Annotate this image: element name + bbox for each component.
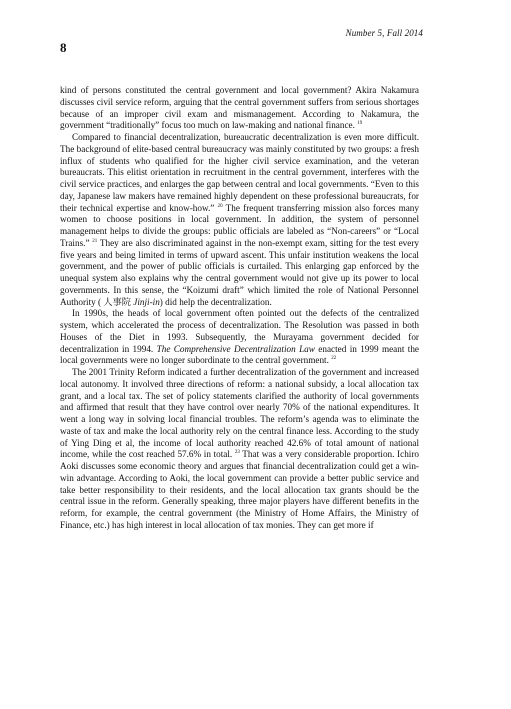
body-text <box>60 85 419 532</box>
footnote-marker: 21 <box>92 238 98 244</box>
text-run: kind of persons constituted the central government and local government? Akira Nakamura discusses civil service reform, arguing that the central government suffers from serious shortages because of an improper civil exam and mismanagement. According to Nakamura, the government “traditionally” focus too much on law-making and national finance. <box>60 85 419 131</box>
paragraph <box>60 367 419 532</box>
text-run: ) did help the decentralization. <box>159 296 272 307</box>
text-run: The frequent transferring mission also forces many women to choose positions in local government. In addition, the system of personnel management helps to divide the groups: public officials are labeled as “Non-careers” or “Local Trains.” <box>60 202 419 248</box>
text-run: In 1990s, the heads of local government often pointed out the defects of the centralized system, which accelerated the process of decentralization. The Resolution was passed in both Houses of the Diet in 1993. Subsequently, the Murayama government decided for decentralization in 1994. <box>60 308 419 354</box>
paragraph <box>60 85 419 132</box>
paragraph <box>60 132 419 308</box>
page-number: 8 <box>60 40 67 55</box>
text-run: That was a very considerable proportion. Ichiro Aoki discusses some economic theory and argues that financial decentralization could get a win-win advantage. According to Aoki, the local government can provide a better public service and take better responsibility to their residents, and the local allocation tax grants should be the central issue in the reform. Generally speaking, three major players have different benefits in the reform, for example, the central government (the Ministry of Home Affairs, the Ministry of Finance, etc.) has high interest in local allocation of tax monies. They can get more if <box>60 449 419 530</box>
footnote-marker: 19 <box>357 121 363 127</box>
text-run: enacted in 1999 meant the local governments were no longer subordinate to the central government. <box>60 343 420 366</box>
italic-text: Jinji-in <box>133 296 160 307</box>
footnote-marker: 23 <box>234 450 240 456</box>
italic-text: The Comprehensive Decentralization Law <box>156 343 315 354</box>
footnote-marker: 20 <box>217 203 223 209</box>
footnote-marker: 22 <box>331 356 337 362</box>
running-head: Number 5, Fall 2014 <box>345 28 423 38</box>
paragraph <box>60 308 419 367</box>
text-run: The 2001 Trinity Reform indicated a further decentralization of the government and increased local autonomy. It involved three directions of reform: a national subsidy, a local allocation tax grant, and a local tax. The set of policy statements clarified the authority of local governments and affirmed that result that they have control over nearly 70% of the national expenditures. It went a long way in solving local financial troubles. The reform’s agenda was to eliminate the waste of tax and make the local authority rely on the central finance less. According to the study of Ying Ding et al, the income of local authority reached 42.6% of total amount of national income, while the cost reached 57.6% in total. <box>60 367 419 460</box>
text-run: Compared to financial decentralization, bureaucratic decentralization is even more difficult. The background of elite-based central bureaucracy was mainly constituted by two groups: a fresh influx of students who qualified for the higher civil service examination, and the veteran bureaucrats. This elitist orientation in recruitment in the central government, interferes with the civil service practices, and enlarges the gap between central and local governments. “Even to this day, Japanese law makers have remained highly dependent on these professional bureaucrats, for their technical expertise and know-how.” <box>60 132 419 213</box>
text-run: They are also discriminated against in the non-exempt exam, sitting for the test every five years and being limited in terms of upward ascent. This unfair institution weakens the local government, and the power of public officials is curtailed. This enlarging gap enforced by the unequal system also explains why the central government would not give up its power to local governments. In this sense, the “Koizumi draft” which limited the role of National Personnel Authority ( 人事院 <box>60 237 419 307</box>
